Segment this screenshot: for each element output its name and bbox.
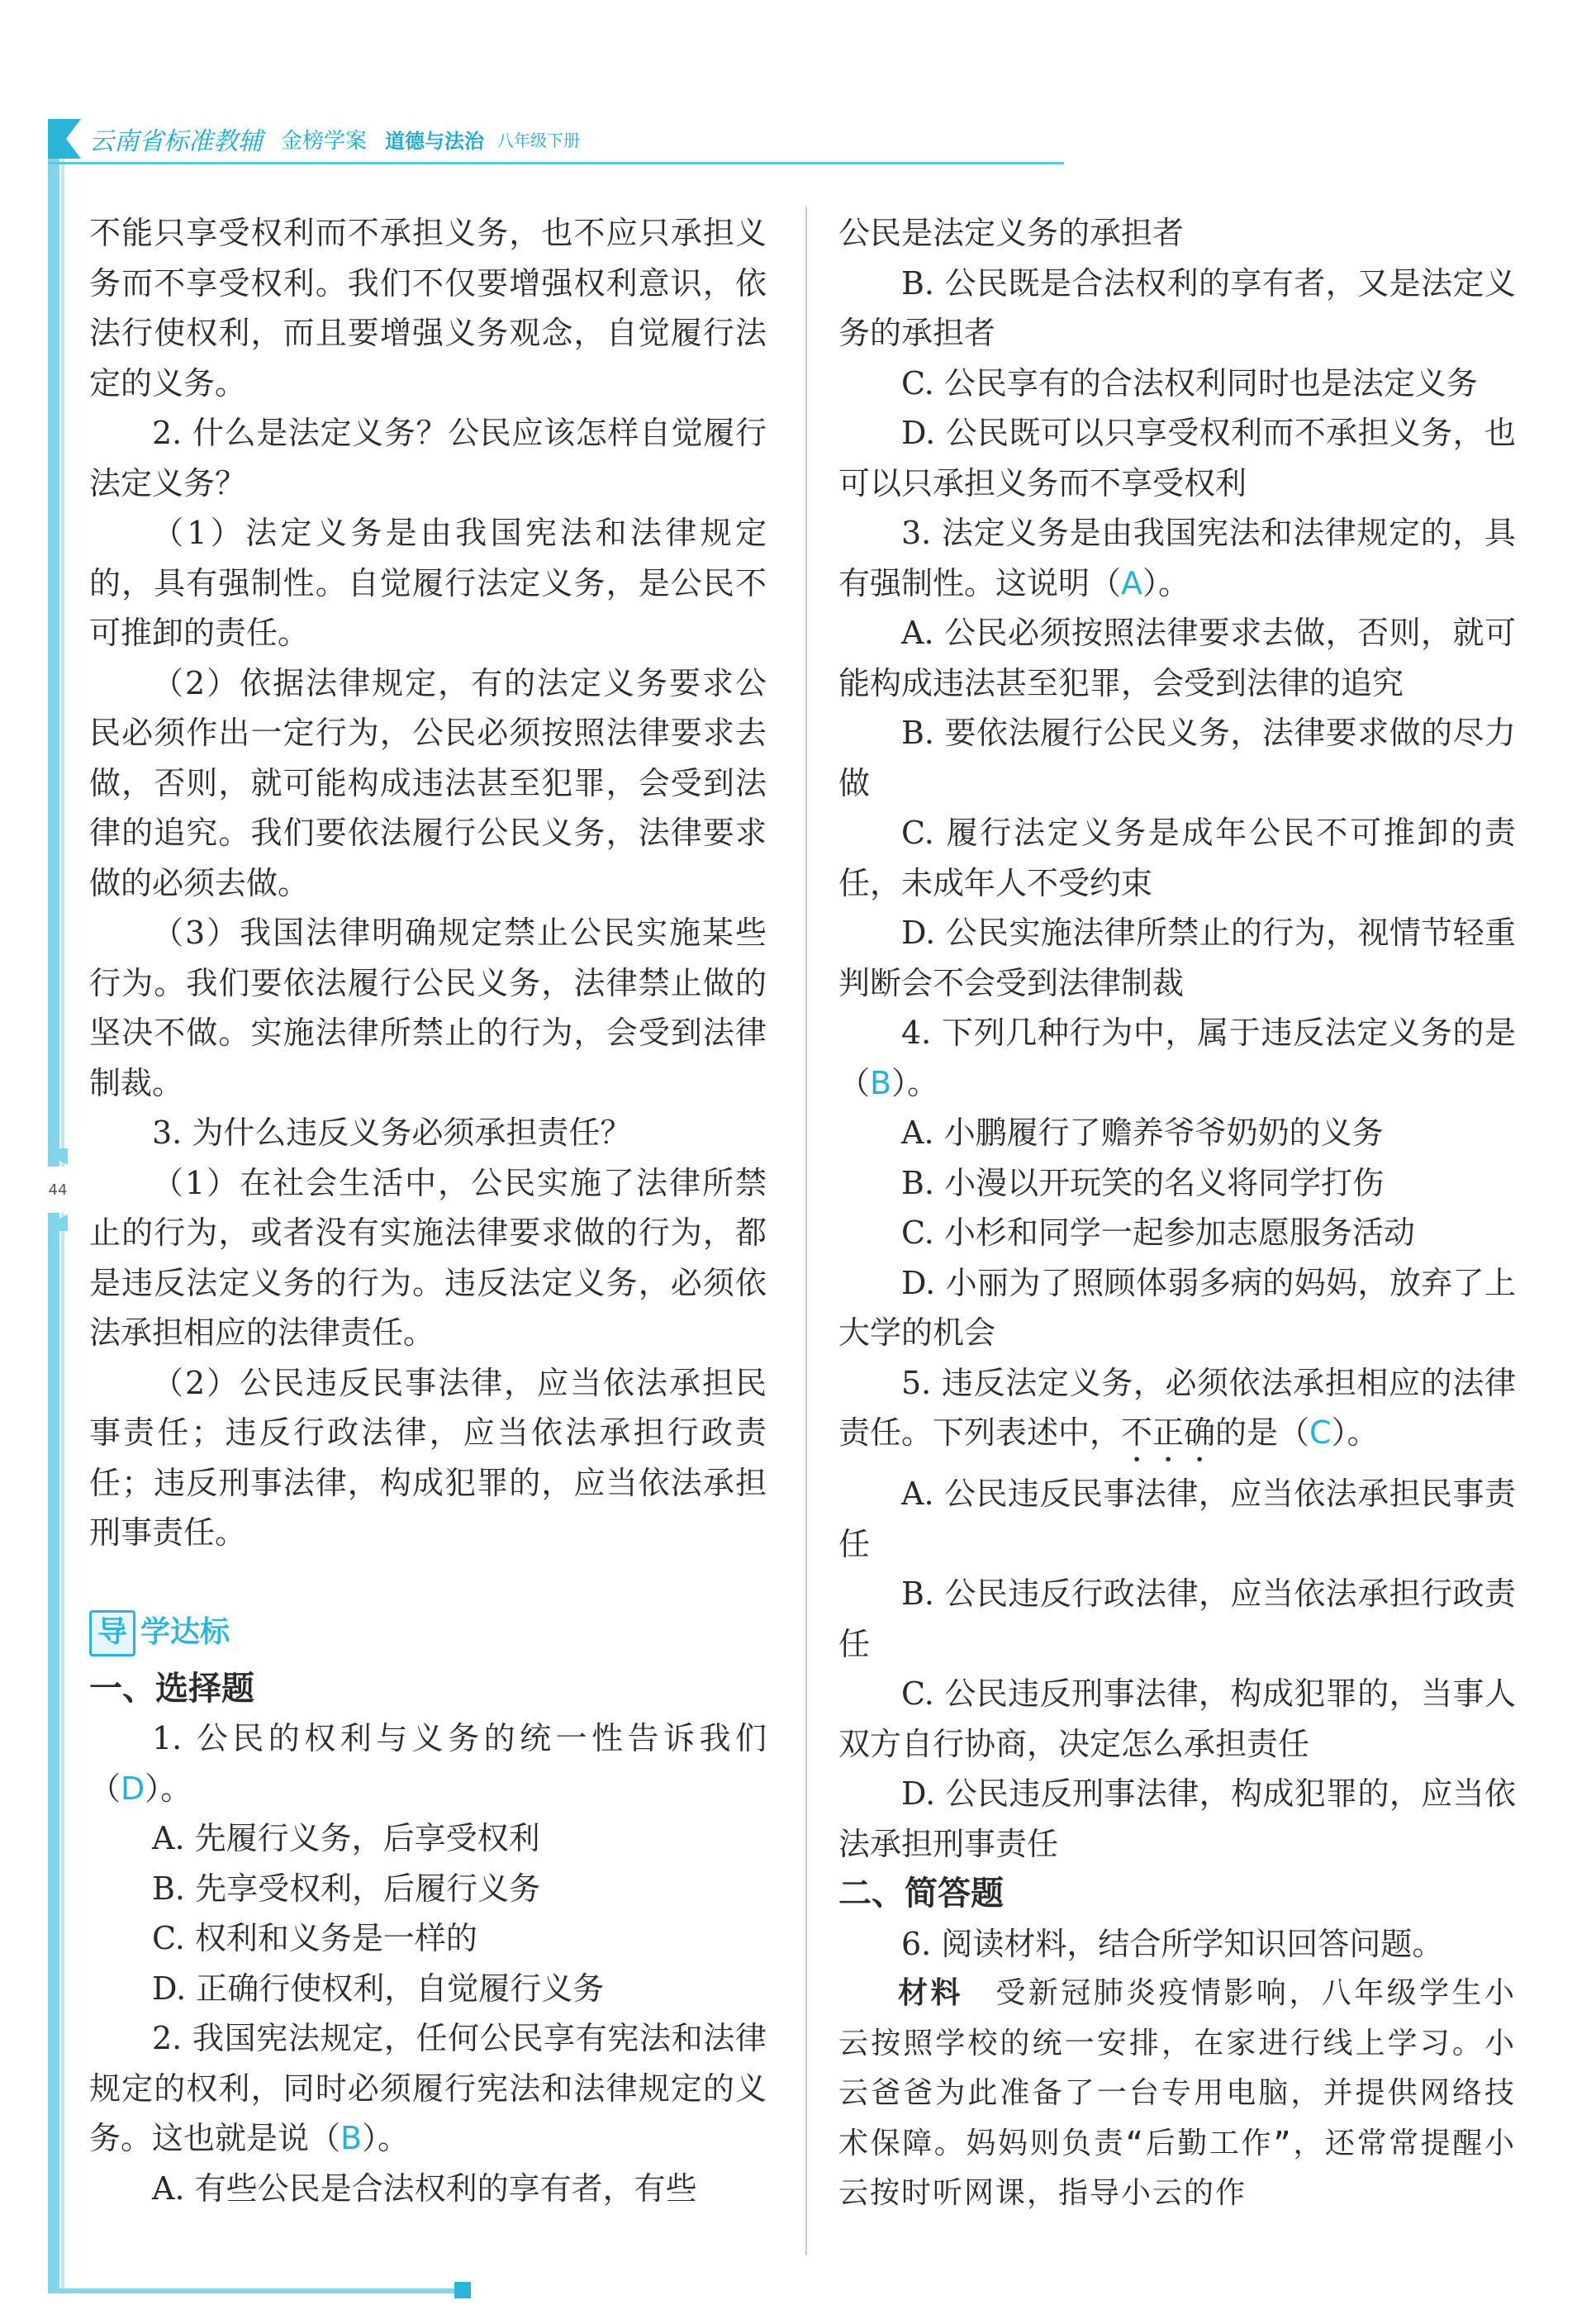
mc5-option-d: D. 公民违反刑事法律，构成犯罪的，应当依法承担刑事责任: [838, 1775, 1516, 1862]
mc-question-2: 2. 我国宪法规定，任何公民享有宪法和法律规定的权利，同时必须履行宪法和法律规定的义务。这也就是说（B）。: [89, 2020, 767, 2156]
mc1-option-b: B. 先享受权利，后履行义务: [152, 1870, 541, 1907]
mc3-option-d: D. 公民实施法律所禁止的行为，视情节轻重判断会不会受到法律制裁: [838, 915, 1516, 1001]
mc-question-1: 1. 公民的权利与义务的统一性告诉我们（D）。: [89, 1720, 767, 1807]
question-6: 6. 阅读材料，结合所学知识回答问题。: [901, 1925, 1444, 1962]
left-column: [89, 208, 767, 2213]
material-label: 材料: [898, 1976, 963, 2010]
mc4-option-d: D. 小丽为了照顾体弱多病的妈妈，放弃了上大学的机会: [838, 1264, 1516, 1351]
page-header: [48, 116, 1056, 162]
header-rule: [48, 162, 1064, 164]
page-number: 44: [48, 1167, 68, 1213]
header-series: 金榜学案: [281, 128, 368, 154]
mc-question-3: 3. 法定义务是由我国宪法和法律规定的，具有强制性。这说明（A）。: [838, 515, 1516, 601]
mc3-option-c: C. 履行法定义务是成年公民不可推卸的责任，未成年人不受约束: [838, 815, 1516, 901]
mc3-option-a: A. 公民必须按照法律要求去做，否则，就可能构成违法甚至犯罪，会受到法律的追究: [838, 615, 1516, 701]
question-2: 2. 什么是法定义务？公民应该怎样自觉履行法定义务？: [89, 415, 767, 501]
bottom-square-mark: [454, 2282, 471, 2298]
answer-2-1: （1）法定义务是由我国宪法和法律规定的，具有强制性。自觉履行法定义务，是公民不可推卸的责任。: [89, 515, 767, 651]
mc4-option-b: B. 小漫以开玩笑的名义将同学打伤: [901, 1164, 1385, 1201]
answer-mark-5: C: [1309, 1414, 1332, 1451]
section-icon: 导: [89, 1610, 135, 1656]
mc2-option-b: B. 公民既是合法权利的享有者，又是法定义务的承担者: [838, 264, 1516, 351]
mc-question-5: 5. 违反法定义务，必须依法承担相应的法律责任。下列表述中，不正确的是（C）。: [838, 1364, 1516, 1451]
answer-mark-1: D: [121, 1770, 145, 1807]
mc1-option-c: C. 权利和义务是一样的: [152, 1920, 477, 1956]
answer-3-1: （1）在社会生活中，公民实施了法律所禁止的行为，或者没有实施法律要求做的行为，都是违反法定义务的行为。违反法定义务，必须依法承担相应的法律责任。: [89, 1164, 767, 1351]
heading-short-answer: 二、简答题: [838, 1875, 1004, 1913]
mc5-option-c: C. 公民违反刑事法律，构成犯罪的，当事人双方自行协商，决定怎么承担责任: [838, 1675, 1516, 1762]
answer-2-3: （3）我国法律明确规定禁止公民实施某些行为。我们要依法履行公民义务，法律禁止做的坚决不做。实施法律所禁止的行为，会受到法律制裁。: [89, 915, 767, 1101]
left-margin-bar-inner: [61, 140, 64, 2288]
answer-mark-4: B: [870, 1064, 892, 1101]
mc2-option-d: D. 公民既可以只享受权利而不承担义务，也可以只承担义务而不享受权利: [838, 415, 1516, 501]
mc2-option-c: C. 公民享有的合法权利同时也是法定义务: [901, 364, 1478, 402]
emphasis-not-correct: 不正确: [1121, 1414, 1216, 1451]
answer-mark-2: B: [340, 2120, 363, 2156]
mc5-option-a: A. 公民违反民事法律，应当依法承担民事责任: [838, 1476, 1516, 1562]
section-badge: [89, 1608, 767, 1659]
mc2-option-a-continued: 公民是法定义务的承担者: [838, 215, 1185, 251]
section-title: 学达标: [140, 1615, 230, 1650]
header-grade: 八年级下册: [497, 130, 581, 150]
bottom-rule: [48, 2288, 461, 2293]
mc4-option-c: C. 小杉和同学一起参加志愿服务活动: [901, 1214, 1415, 1251]
material-text: 受新冠肺炎疫情影响，八年级学生小云按照学校的统一安排，在家进行线上学习。小云爸爸为此准备了一台专用电脑，并提供网络技术保障。妈妈则负责“后勤工作”，还常常提醒小云按时听网课，指导小云的作: [838, 1976, 1516, 2210]
mc3-option-b: B. 要依法履行公民义务，法律要求做的尽力做: [838, 715, 1516, 801]
mc2-option-a: A. 有些公民是合法权利的享有者，有些: [152, 2170, 697, 2207]
mc1-option-d: D. 正确行使权利，自觉履行义务: [152, 1970, 605, 2007]
column-divider: [805, 207, 807, 2255]
answer-mark-3: A: [1121, 564, 1143, 601]
header-brand: 云南省标准教辅: [89, 127, 263, 156]
answer-2-2: （2）依据法律规定，有的法定义务要求公民必须作出一定行为，公民必须按照法律要求去做，否则，就可能构成违法甚至犯罪，会受到法律的追究。我们要依法履行公民义务，法律要求做的必须去做。: [89, 664, 767, 901]
paragraph-continued: 不能只享受权利而不承担义务，也不应只承担义务而不享受权利。我们不仅要增强权利意识，依法行使权利，而且要增强义务观念，自觉履行法定的义务。: [89, 215, 767, 402]
question-3: 3. 为什么违反义务必须承担责任？: [152, 1114, 632, 1151]
material-paragraph: [838, 1969, 1516, 2219]
header-subject: 道德与法治: [385, 129, 485, 153]
mc4-option-a: A. 小鹏履行了赡养爷爷奶奶的义务: [901, 1114, 1384, 1151]
mc1-option-a: A. 先履行义务，后享受权利: [152, 1820, 540, 1856]
heading-multiple-choice: 一、选择题: [89, 1669, 254, 1708]
right-column: [838, 208, 1516, 2219]
mc5-option-b: B. 公民违反行政法律，应当依法承担行政责任: [838, 1575, 1516, 1662]
answer-3-2: （2）公民违反民事法律，应当依法承担民事责任；违反行政法律，应当依法承担行政责任；违反刑事法律，构成犯罪的，应当依法承担刑事责任。: [89, 1364, 767, 1551]
header-flag-icon: [48, 119, 81, 159]
mc-question-4: 4. 下列几种行为中，属于违反法定义务的是（B）。: [838, 1015, 1516, 1101]
